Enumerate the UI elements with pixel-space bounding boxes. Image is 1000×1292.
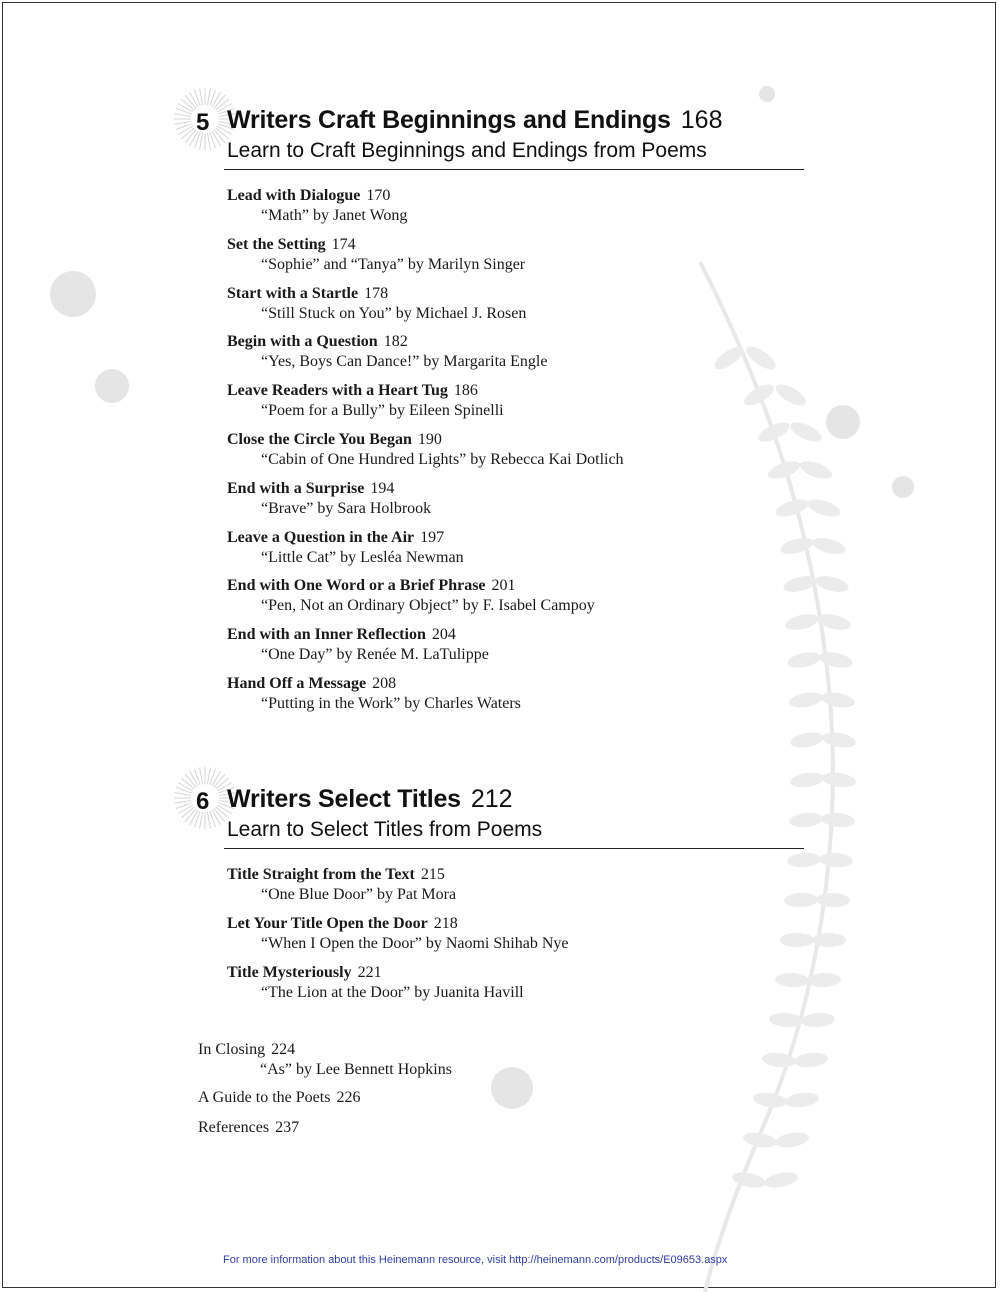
poem-credit: “Yes, Boys Can Dance!” by Margarita Engle [261, 353, 548, 371]
poem-credit: “Still Stuck on You” by Michael J. Rosen [261, 304, 527, 322]
lesson-page: 197 [420, 528, 445, 546]
vine-leaf [784, 1091, 820, 1110]
sunburst-ray [207, 88, 210, 105]
sunburst-ray [190, 92, 199, 107]
chapter-number: 6 [196, 788, 210, 815]
poem-credit: “When I Open the Door” by Naomi Shihab Nye [261, 934, 569, 952]
toc-entry [227, 284, 624, 333]
toc-entry [227, 479, 624, 528]
lesson-title: Let Your Title Open the Door [227, 914, 428, 932]
lesson-title: End with One Word or a Brief Phrase [227, 577, 486, 595]
vine-leaf [788, 811, 823, 828]
lesson-page: 186 [453, 382, 478, 400]
lesson-page: 170 [366, 187, 391, 204]
vine-leaf [820, 690, 856, 710]
vine-leaf [741, 380, 777, 409]
vine-leaf [773, 380, 809, 409]
poem-credit: “As” by Lee Bennett Hopkins [260, 1061, 452, 1078]
sunburst-ray [176, 787, 192, 793]
lesson-page: 174 [331, 235, 356, 253]
sunburst-ray [210, 90, 216, 106]
sunburst-ray [174, 793, 191, 796]
vine-leaf [806, 496, 843, 520]
back-matter-label: A Guide to the Poets [198, 1089, 331, 1106]
footer-link[interactable]: For more information about this Heinemann resource, visit http://heinemann.com/products/E09653.aspx [223, 1254, 728, 1266]
chapter-subtitle: Learn to Select Titles from Poems [227, 818, 543, 841]
chapter-page: 168 [680, 106, 723, 134]
vine-leaf [711, 343, 747, 374]
vine-leaf [788, 690, 824, 710]
vine-leaf [801, 1012, 836, 1028]
sunburst-ray [174, 114, 191, 117]
decorative-circle [892, 476, 914, 498]
vine-leaf [784, 892, 818, 907]
back-matter-label: References [198, 1119, 270, 1136]
vine-leaf [798, 458, 835, 483]
lesson-page: 182 [383, 333, 408, 351]
poem-credit: “The Lion at the Door” by Juanita Havill [261, 983, 524, 1001]
decorative-circle [50, 271, 96, 317]
vine-leaf [820, 811, 855, 828]
sunburst-ray [212, 771, 221, 786]
sunburst-ray [174, 121, 191, 124]
sunburst-ray [200, 88, 203, 105]
vine-leaf [811, 535, 847, 557]
vine-leaf [763, 1170, 799, 1191]
sunburst-ray [212, 131, 221, 146]
lesson-title: Title Straight from the Text [227, 866, 415, 883]
poem-credit: “Little Cat” by Lesléa Newman [261, 548, 464, 566]
back-matter-page: 237 [275, 1119, 300, 1136]
lesson-title: Hand Off a Message [227, 674, 367, 692]
lesson-title: Lead with Dialogue [227, 187, 361, 204]
sunburst-ray [178, 783, 193, 792]
toc-entry [227, 186, 624, 235]
vine-leaf [774, 496, 811, 520]
chapter-rule [224, 169, 804, 170]
chapter-rule [224, 848, 804, 849]
lesson-title: Title Mysteriously [227, 963, 352, 981]
sunburst-ray [178, 104, 193, 113]
lesson-page: 194 [370, 479, 395, 497]
chapter-page: 212 [470, 785, 513, 813]
poem-credit: “Pen, Not an Ordinary Object” by F. Isabel Campoy [261, 597, 595, 615]
lesson-page: 201 [491, 577, 516, 595]
vine-leaf [752, 1091, 788, 1110]
toc-entry [227, 865, 568, 914]
sunburst-ray [178, 126, 193, 135]
chapter-title: Writers Select Titles [227, 785, 461, 813]
vine-leaf [756, 418, 793, 445]
poem-credit: “Sophie” and “Tanya” by Marilyn Singer [261, 255, 526, 273]
sunburst-ray [194, 90, 200, 106]
toc-entry [227, 332, 624, 381]
lesson-title: Start with a Startle [227, 284, 359, 302]
sunburst-ray [194, 769, 200, 785]
decorative-circle [826, 405, 860, 439]
poem-credit: “Math” by Janet Wong [261, 207, 408, 224]
lesson-page: 208 [372, 674, 397, 692]
back-matter-page: 226 [336, 1089, 361, 1106]
toc-entry [227, 381, 624, 430]
lesson-page: 221 [357, 963, 382, 981]
vine-leaf [780, 933, 814, 947]
sunburst-ray [190, 771, 199, 786]
lesson-title: Leave a Question in the Air [227, 528, 415, 546]
lesson-title: Close the Circle You Began [227, 430, 412, 448]
vine-leaf [814, 573, 850, 595]
sunburst-ray [207, 767, 210, 784]
sunburst-ray [176, 108, 192, 114]
toc-entry [227, 528, 624, 577]
sunburst-ray [174, 800, 191, 803]
chapter-title-line [227, 106, 722, 135]
back-matter [198, 1040, 452, 1138]
vine-leaf [816, 892, 850, 907]
back-matter-label: In Closing [198, 1041, 266, 1058]
poem-credit: “One Blue Door” by Pat Mora [261, 886, 457, 903]
vine-leaf [812, 933, 846, 947]
sunburst-ray [212, 92, 221, 107]
sunburst-ray [178, 805, 193, 814]
poem-credit: “One Day” by Renée M. LaTulippe [261, 646, 489, 664]
vine-leaf [731, 1170, 767, 1191]
poem-credit: “Poem for a Bully” by Eileen Spinelli [261, 402, 504, 420]
sunburst-ray [210, 132, 216, 148]
toc-entry [227, 914, 568, 963]
vine-leaf [786, 650, 822, 671]
sunburst-ray [176, 124, 192, 130]
decorative-circle [759, 86, 775, 102]
chapter-title: Writers Craft Beginnings and Endings [227, 106, 671, 134]
vine-leaf [787, 852, 822, 868]
toc-entry [227, 625, 624, 674]
lesson-page: 190 [417, 430, 442, 448]
poem-credit: “Brave” by Sara Holbrook [261, 499, 432, 517]
lesson-page: 215 [420, 866, 445, 883]
back-matter-item [198, 1088, 452, 1108]
sunburst-ray [200, 767, 203, 784]
back-matter-item [198, 1118, 452, 1138]
poem-credit: “Putting in the Work” by Charles Waters [261, 694, 521, 712]
sunburst-ray [176, 803, 192, 809]
lesson-title: Set the Setting [227, 235, 326, 253]
toc-entry [227, 430, 624, 479]
vine-leaf [789, 771, 825, 790]
chapter-number: 5 [196, 109, 210, 136]
vine-leaf [819, 852, 854, 868]
lesson-page: 204 [431, 626, 456, 644]
sunburst-ray [210, 811, 216, 827]
lesson-title: Leave Readers with a Heart Tug [227, 382, 448, 400]
vine-leaf [784, 611, 820, 632]
lesson-title: End with an Inner Reflection [227, 626, 426, 644]
vine-leaf [775, 972, 809, 987]
chapter-5-entries [227, 186, 624, 723]
lesson-page: 218 [433, 914, 458, 932]
chapter-title-line [227, 785, 513, 814]
vine-leaf [793, 1051, 828, 1068]
vine-leaf [788, 418, 825, 445]
toc-entry [227, 963, 568, 1012]
vine-leaf [742, 1130, 778, 1150]
vine-leaf [821, 771, 857, 790]
toc-entry [227, 576, 624, 625]
decorative-circle [95, 369, 129, 403]
lesson-title: End with a Surprise [227, 479, 365, 497]
back-matter-page: 224 [271, 1041, 296, 1058]
poem-credit: “Cabin of One Hundred Lights” by Rebecca Kai Dotlich [261, 450, 624, 468]
toc-entry [227, 674, 624, 723]
lesson-title: Begin with a Question [227, 333, 378, 351]
vine-leaf [774, 1130, 810, 1150]
sunburst-ray [212, 810, 221, 825]
chapter-subtitle: Learn to Craft Beginnings and Endings from Poems [227, 139, 707, 162]
vine-leaf [789, 730, 825, 750]
vine-leaf [821, 730, 857, 750]
decorative-circle [491, 1067, 533, 1109]
lesson-page: 178 [364, 284, 389, 302]
chapter-6-entries [227, 865, 568, 1011]
toc-entry [227, 235, 624, 284]
back-matter-item [198, 1040, 452, 1060]
sunburst-ray [210, 769, 216, 785]
